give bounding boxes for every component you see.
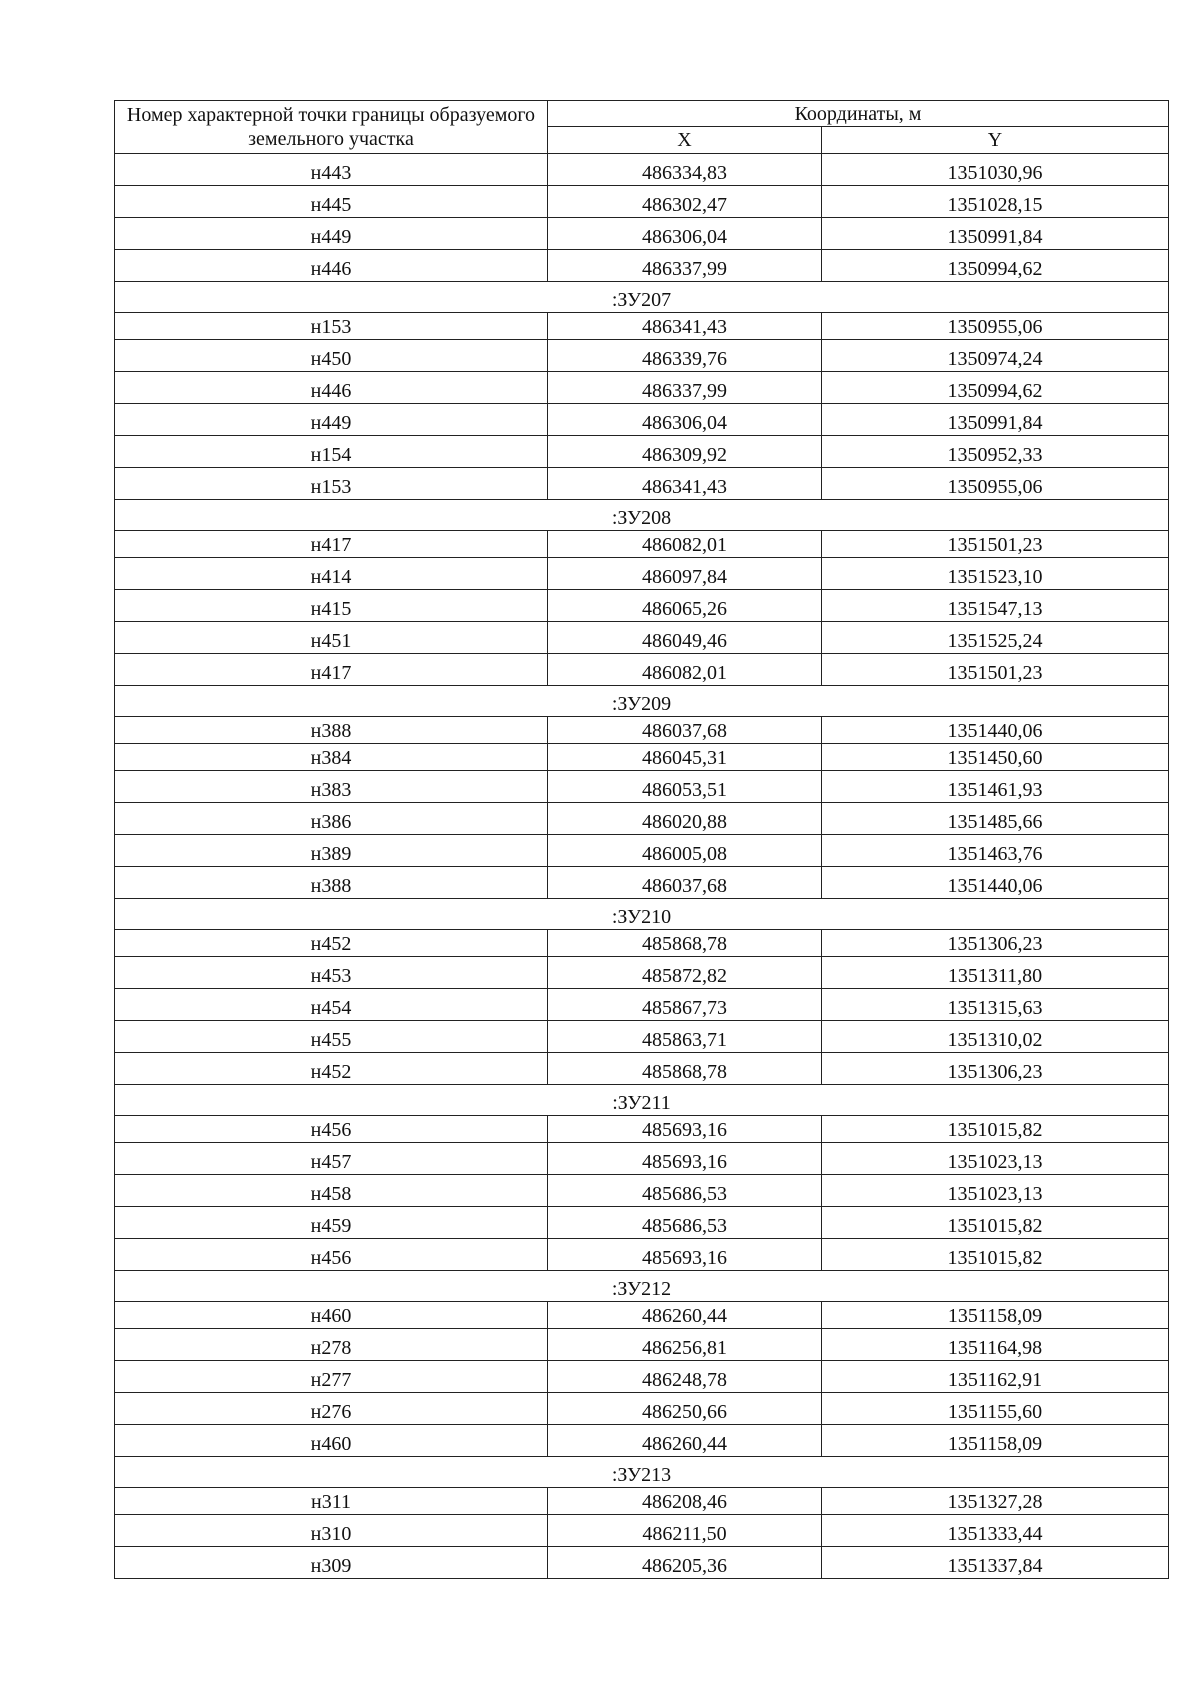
x-coordinate-cell: 486053,51 bbox=[548, 771, 822, 803]
x-coordinate-cell: 485872,82 bbox=[548, 957, 822, 989]
x-coordinate-cell: 486341,43 bbox=[548, 468, 822, 500]
header-x: X bbox=[548, 127, 822, 154]
y-coordinate-cell: 1351315,63 bbox=[822, 989, 1169, 1021]
point-number-cell: н389 bbox=[115, 835, 548, 867]
table-row bbox=[115, 1361, 1169, 1393]
table-row bbox=[115, 654, 1169, 686]
table-row bbox=[115, 1329, 1169, 1361]
y-coordinate-cell: 1351327,28 bbox=[822, 1488, 1169, 1515]
point-number-cell: н154 bbox=[115, 436, 548, 468]
y-coordinate-cell: 1351501,23 bbox=[822, 654, 1169, 686]
y-coordinate-cell: 1351337,84 bbox=[822, 1547, 1169, 1579]
point-number-cell: н276 bbox=[115, 1393, 548, 1425]
point-number-cell: н446 bbox=[115, 250, 548, 282]
y-coordinate-cell: 1351015,82 bbox=[822, 1207, 1169, 1239]
table-body bbox=[115, 154, 1169, 1579]
point-number-cell: н456 bbox=[115, 1239, 548, 1271]
table-row bbox=[115, 313, 1169, 340]
table-row bbox=[115, 218, 1169, 250]
x-coordinate-cell: 485863,71 bbox=[548, 1021, 822, 1053]
table-row bbox=[115, 744, 1169, 771]
x-coordinate-cell: 486045,31 bbox=[548, 744, 822, 771]
coordinates-table bbox=[114, 100, 1169, 1579]
table-row bbox=[115, 1143, 1169, 1175]
table-row bbox=[115, 340, 1169, 372]
table-row bbox=[115, 835, 1169, 867]
table-row bbox=[115, 930, 1169, 957]
table-row bbox=[115, 436, 1169, 468]
point-number-cell: н153 bbox=[115, 468, 548, 500]
point-number-cell: н454 bbox=[115, 989, 548, 1021]
table-row bbox=[115, 989, 1169, 1021]
header-point-number: Номер характерной точки границы образуемого земельного участка bbox=[115, 101, 548, 154]
x-coordinate-cell: 485868,78 bbox=[548, 930, 822, 957]
table-row bbox=[115, 404, 1169, 436]
y-coordinate-cell: 1351164,98 bbox=[822, 1329, 1169, 1361]
section-label: :ЗУ207 bbox=[115, 282, 1169, 313]
table-row bbox=[115, 1488, 1169, 1515]
y-coordinate-cell: 1350955,06 bbox=[822, 313, 1169, 340]
y-coordinate-cell: 1351306,23 bbox=[822, 1053, 1169, 1085]
y-coordinate-cell: 1351311,80 bbox=[822, 957, 1169, 989]
table-row bbox=[115, 558, 1169, 590]
point-number-cell: н449 bbox=[115, 218, 548, 250]
point-number-cell: н456 bbox=[115, 1116, 548, 1143]
table-header bbox=[115, 101, 1169, 154]
section-row bbox=[115, 1457, 1169, 1488]
point-number-cell: н277 bbox=[115, 1361, 548, 1393]
table-row bbox=[115, 154, 1169, 186]
x-coordinate-cell: 486082,01 bbox=[548, 654, 822, 686]
point-number-cell: н446 bbox=[115, 372, 548, 404]
section-label: :ЗУ210 bbox=[115, 899, 1169, 930]
section-label: :ЗУ213 bbox=[115, 1457, 1169, 1488]
x-coordinate-cell: 485693,16 bbox=[548, 1239, 822, 1271]
point-number-cell: н384 bbox=[115, 744, 548, 771]
y-coordinate-cell: 1351333,44 bbox=[822, 1515, 1169, 1547]
point-number-cell: н386 bbox=[115, 803, 548, 835]
table-row bbox=[115, 771, 1169, 803]
table-row bbox=[115, 1239, 1169, 1271]
y-coordinate-cell: 1351525,24 bbox=[822, 622, 1169, 654]
x-coordinate-cell: 485868,78 bbox=[548, 1053, 822, 1085]
y-coordinate-cell: 1351158,09 bbox=[822, 1302, 1169, 1329]
table-row bbox=[115, 590, 1169, 622]
x-coordinate-cell: 486065,26 bbox=[548, 590, 822, 622]
x-coordinate-cell: 486037,68 bbox=[548, 867, 822, 899]
point-number-cell: н417 bbox=[115, 654, 548, 686]
point-number-cell: н459 bbox=[115, 1207, 548, 1239]
y-coordinate-cell: 1350991,84 bbox=[822, 218, 1169, 250]
table-row bbox=[115, 186, 1169, 218]
x-coordinate-cell: 485693,16 bbox=[548, 1116, 822, 1143]
section-row bbox=[115, 1085, 1169, 1116]
y-coordinate-cell: 1351461,93 bbox=[822, 771, 1169, 803]
y-coordinate-cell: 1350991,84 bbox=[822, 404, 1169, 436]
y-coordinate-cell: 1351023,13 bbox=[822, 1143, 1169, 1175]
table-row bbox=[115, 531, 1169, 558]
x-coordinate-cell: 486205,36 bbox=[548, 1547, 822, 1579]
table-row bbox=[115, 1175, 1169, 1207]
y-coordinate-cell: 1351440,06 bbox=[822, 717, 1169, 744]
x-coordinate-cell: 486211,50 bbox=[548, 1515, 822, 1547]
y-coordinate-cell: 1351485,66 bbox=[822, 803, 1169, 835]
x-coordinate-cell: 486037,68 bbox=[548, 717, 822, 744]
y-coordinate-cell: 1351463,76 bbox=[822, 835, 1169, 867]
x-coordinate-cell: 486208,46 bbox=[548, 1488, 822, 1515]
x-coordinate-cell: 486020,88 bbox=[548, 803, 822, 835]
point-number-cell: н309 bbox=[115, 1547, 548, 1579]
coordinates-document bbox=[114, 100, 1168, 1579]
point-number-cell: н310 bbox=[115, 1515, 548, 1547]
table-row bbox=[115, 803, 1169, 835]
table-row bbox=[115, 250, 1169, 282]
y-coordinate-cell: 1351547,13 bbox=[822, 590, 1169, 622]
y-coordinate-cell: 1350955,06 bbox=[822, 468, 1169, 500]
y-coordinate-cell: 1351306,23 bbox=[822, 930, 1169, 957]
table-row bbox=[115, 957, 1169, 989]
point-number-cell: н451 bbox=[115, 622, 548, 654]
section-row bbox=[115, 899, 1169, 930]
y-coordinate-cell: 1351158,09 bbox=[822, 1425, 1169, 1457]
point-number-cell: н445 bbox=[115, 186, 548, 218]
point-number-cell: н383 bbox=[115, 771, 548, 803]
y-coordinate-cell: 1351015,82 bbox=[822, 1239, 1169, 1271]
point-number-cell: н458 bbox=[115, 1175, 548, 1207]
point-number-cell: н388 bbox=[115, 867, 548, 899]
y-coordinate-cell: 1350974,24 bbox=[822, 340, 1169, 372]
y-coordinate-cell: 1351030,96 bbox=[822, 154, 1169, 186]
x-coordinate-cell: 486334,83 bbox=[548, 154, 822, 186]
x-coordinate-cell: 485686,53 bbox=[548, 1175, 822, 1207]
x-coordinate-cell: 486339,76 bbox=[548, 340, 822, 372]
x-coordinate-cell: 486005,08 bbox=[548, 835, 822, 867]
table-row bbox=[115, 717, 1169, 744]
x-coordinate-cell: 486341,43 bbox=[548, 313, 822, 340]
point-number-cell: н450 bbox=[115, 340, 548, 372]
table-row bbox=[115, 1116, 1169, 1143]
section-row bbox=[115, 500, 1169, 531]
point-number-cell: н443 bbox=[115, 154, 548, 186]
table-row bbox=[115, 372, 1169, 404]
x-coordinate-cell: 486260,44 bbox=[548, 1302, 822, 1329]
point-number-cell: н414 bbox=[115, 558, 548, 590]
point-number-cell: н449 bbox=[115, 404, 548, 436]
table-row bbox=[115, 1302, 1169, 1329]
point-number-cell: н415 bbox=[115, 590, 548, 622]
x-coordinate-cell: 486260,44 bbox=[548, 1425, 822, 1457]
y-coordinate-cell: 1351310,02 bbox=[822, 1021, 1169, 1053]
table-row bbox=[115, 1021, 1169, 1053]
x-coordinate-cell: 486337,99 bbox=[548, 250, 822, 282]
section-row bbox=[115, 282, 1169, 313]
table-row bbox=[115, 1547, 1169, 1579]
y-coordinate-cell: 1350994,62 bbox=[822, 372, 1169, 404]
header-coordinates: Координаты, м bbox=[548, 101, 1169, 127]
x-coordinate-cell: 486306,04 bbox=[548, 404, 822, 436]
table-row bbox=[115, 622, 1169, 654]
point-number-cell: н457 bbox=[115, 1143, 548, 1175]
y-coordinate-cell: 1351028,15 bbox=[822, 186, 1169, 218]
section-row bbox=[115, 1271, 1169, 1302]
point-number-cell: н153 bbox=[115, 313, 548, 340]
x-coordinate-cell: 486097,84 bbox=[548, 558, 822, 590]
table-row bbox=[115, 468, 1169, 500]
point-number-cell: н453 bbox=[115, 957, 548, 989]
point-number-cell: н460 bbox=[115, 1425, 548, 1457]
header-y: Y bbox=[822, 127, 1169, 154]
x-coordinate-cell: 486250,66 bbox=[548, 1393, 822, 1425]
y-coordinate-cell: 1351162,91 bbox=[822, 1361, 1169, 1393]
x-coordinate-cell: 486082,01 bbox=[548, 531, 822, 558]
point-number-cell: н388 bbox=[115, 717, 548, 744]
section-label: :ЗУ208 bbox=[115, 500, 1169, 531]
section-label: :ЗУ209 bbox=[115, 686, 1169, 717]
section-label: :ЗУ212 bbox=[115, 1271, 1169, 1302]
y-coordinate-cell: 1351450,60 bbox=[822, 744, 1169, 771]
y-coordinate-cell: 1350994,62 bbox=[822, 250, 1169, 282]
table-row bbox=[115, 1393, 1169, 1425]
y-coordinate-cell: 1350952,33 bbox=[822, 436, 1169, 468]
y-coordinate-cell: 1351501,23 bbox=[822, 531, 1169, 558]
table-row bbox=[115, 867, 1169, 899]
x-coordinate-cell: 486256,81 bbox=[548, 1329, 822, 1361]
x-coordinate-cell: 486049,46 bbox=[548, 622, 822, 654]
y-coordinate-cell: 1351015,82 bbox=[822, 1116, 1169, 1143]
x-coordinate-cell: 486248,78 bbox=[548, 1361, 822, 1393]
x-coordinate-cell: 486309,92 bbox=[548, 436, 822, 468]
y-coordinate-cell: 1351523,10 bbox=[822, 558, 1169, 590]
table-row bbox=[115, 1053, 1169, 1085]
table-row bbox=[115, 1425, 1169, 1457]
section-label: :ЗУ211 bbox=[115, 1085, 1169, 1116]
section-row bbox=[115, 686, 1169, 717]
x-coordinate-cell: 486302,47 bbox=[548, 186, 822, 218]
y-coordinate-cell: 1351440,06 bbox=[822, 867, 1169, 899]
point-number-cell: н455 bbox=[115, 1021, 548, 1053]
point-number-cell: н278 bbox=[115, 1329, 548, 1361]
y-coordinate-cell: 1351155,60 bbox=[822, 1393, 1169, 1425]
point-number-cell: н452 bbox=[115, 1053, 548, 1085]
x-coordinate-cell: 485693,16 bbox=[548, 1143, 822, 1175]
x-coordinate-cell: 485686,53 bbox=[548, 1207, 822, 1239]
point-number-cell: н311 bbox=[115, 1488, 548, 1515]
table-row bbox=[115, 1207, 1169, 1239]
y-coordinate-cell: 1351023,13 bbox=[822, 1175, 1169, 1207]
point-number-cell: н417 bbox=[115, 531, 548, 558]
x-coordinate-cell: 485867,73 bbox=[548, 989, 822, 1021]
point-number-cell: н460 bbox=[115, 1302, 548, 1329]
x-coordinate-cell: 486337,99 bbox=[548, 372, 822, 404]
table-row bbox=[115, 1515, 1169, 1547]
point-number-cell: н452 bbox=[115, 930, 548, 957]
x-coordinate-cell: 486306,04 bbox=[548, 218, 822, 250]
